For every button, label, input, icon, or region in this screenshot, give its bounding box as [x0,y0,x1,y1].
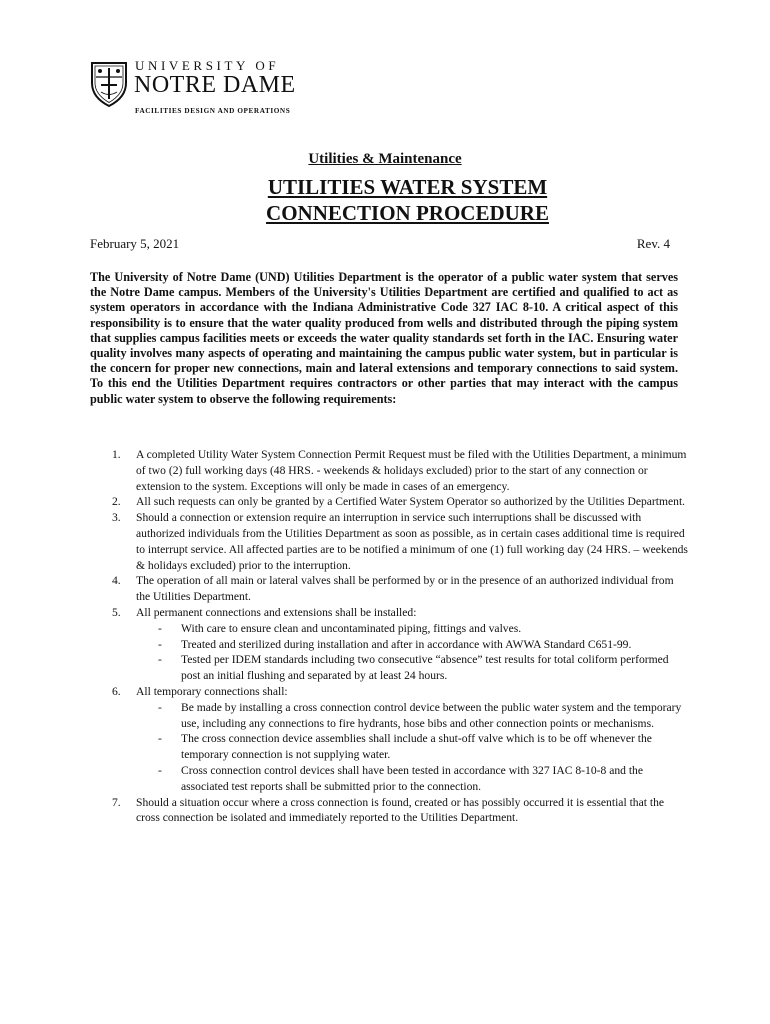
sub-requirement-text: Treated and sterilized during installation and after in accordance with AWWA Standard C651-99. [181,637,632,651]
sub-requirement-text: Be made by installing a cross connection control device between the public water system and the temporary use, including any connections to fire hydrants, hose bibs and other connection points or mechanisms. [181,700,682,730]
sub-requirement-text: Cross connection control devices shall have been tested in accordance with 327 IAC 8-10-8 and the associated test reports shall be submitted prior to the connection. [181,763,643,793]
sub-requirement-item: - Tested per IDEM standards including two consecutive “absence” test results for total coliform performed post an initial flushing and separated by at least 24 hours. [158,653,669,683]
shield-icon [90,61,128,107]
document-title-line-2: CONNECTION PROCEDURE [266,201,549,225]
requirement-number: 6. [112,684,121,698]
sub-requirements-list [136,621,690,684]
requirement-text: The operation of all main or lateral valves shall be performed by or in the presence of an authorized individual from the Utilities Department. [136,574,674,604]
requirement-text: A completed Utility Water System Connection Permit Request must be filed with the Utilities Department, a minimum of two (2) full working days (48 HRS. - weekends & holidays excluded) prior to the start of any connection or extension to the system. Exceptions will only be made in cases of an emergency. [136,448,687,493]
requirement-text: All permanent connections and extensions shall be installed: [136,605,417,619]
requirement-item [90,510,690,573]
sub-requirement-item: - Be made by installing a cross connection control device between the public water system and the temporary use, including any connections to fire hydrants, hose bibs and other connection points or mechanisms. [158,700,682,730]
document-revision: Rev. 4 [636,236,670,251]
sub-requirement-item: - Treated and sterilized during installation and after in accordance with AWWA Standard C651-99. [158,637,632,651]
requirements-list [90,447,690,826]
requirement-number: 2. [112,495,121,509]
sub-requirement-text: Tested per IDEM standards including two consecutive “absence” test results for total coliform performed post an initial flushing and separated by at least 24 hours. [181,653,669,683]
sub-requirement-item: - Cross connection control devices shall have been tested in accordance with 327 IAC 8-10-8 and the associated test reports shall be submitted prior to the connection. [158,763,643,793]
sub-requirement-text: With care to ensure clean and uncontaminated piping, fittings and valves. [181,621,522,635]
requirement-number: 5. [112,605,121,619]
requirement-item [90,684,690,795]
requirement-number: 7. [112,795,121,809]
document-date: February 5, 2021 [90,236,180,251]
document-title-line-1: UTILITIES WATER SYSTEM [267,175,548,199]
sub-requirement-text: The cross connection device assemblies shall include a shut-off valve which is to be off whenever the temporary connection is not supplying water. [181,732,652,762]
university-logo [90,57,320,119]
section-heading: Utilities & Maintenance [308,151,462,167]
requirement-number: 4. [112,574,121,588]
sub-requirement-item: - With care to ensure clean and uncontaminated piping, fittings and valves. [158,621,522,635]
requirement-item [90,795,690,827]
requirement-item [90,447,690,494]
requirement-item [90,494,690,510]
requirement-number: 1. [112,448,121,461]
logo-notre-dame: NOTRE DAME [134,72,296,98]
requirement-item [90,605,690,684]
requirement-text: All temporary connections shall: [136,684,288,698]
logo-department: FACILITIES DESIGN AND OPERATIONS [135,107,291,115]
requirement-text: Should a connection or extension require an interruption in service such interruptions shall be discussed with authorized individuals from the Utilities Department as soon as possible, as in certain cases additional time is required to interrupt service. All affected parties are to be notified a minimum of one (1) full working day (24 HRS. – weekends & holidays excluded) prior to the interruption. [136,511,688,572]
requirement-number: 3. [112,511,121,525]
requirement-text: All such requests can only be granted by a Certified Water System Operator so authorized by the Utilities Department. [136,495,686,509]
logo-university-of: UNIVERSITY OF [135,58,280,73]
sub-requirements-list [136,700,690,795]
requirement-text: Should a situation occur where a cross connection is found, created or has possibly occurred it is essential that the cross connection be isolated and immediately reported to the Utilities Department. [136,795,665,825]
intro-paragraph: The University of Notre Dame (UND) Utilities Department is the operator of a public water system that serves the Notre Dame campus. Members of the University's Utilities Department are certified and qualified to act as system operators in accordance with the Indiana Administrative Code 327 IAC 8-10. A critical aspect of this responsibility is to ensure that the water quality produced from wells and distributed through the piping system that supplies campus facilities meets or exceeds the water quality standards set forth in the IAC. Ensuring water quality involves many aspects of operating and maintaining the campus public water system, but in particular is the concern for proper new connections, main and lateral extensions and temporary connections to said system. To this end the Utilities Department requires contractors or other parties that may interact with the campus public water system to observe the following requirements: [90,270,678,406]
requirement-item [90,573,690,605]
sub-requirement-item: - The cross connection device assemblies shall include a shut-off valve which is to be off whenever the temporary connection is not supplying water. [158,732,652,762]
